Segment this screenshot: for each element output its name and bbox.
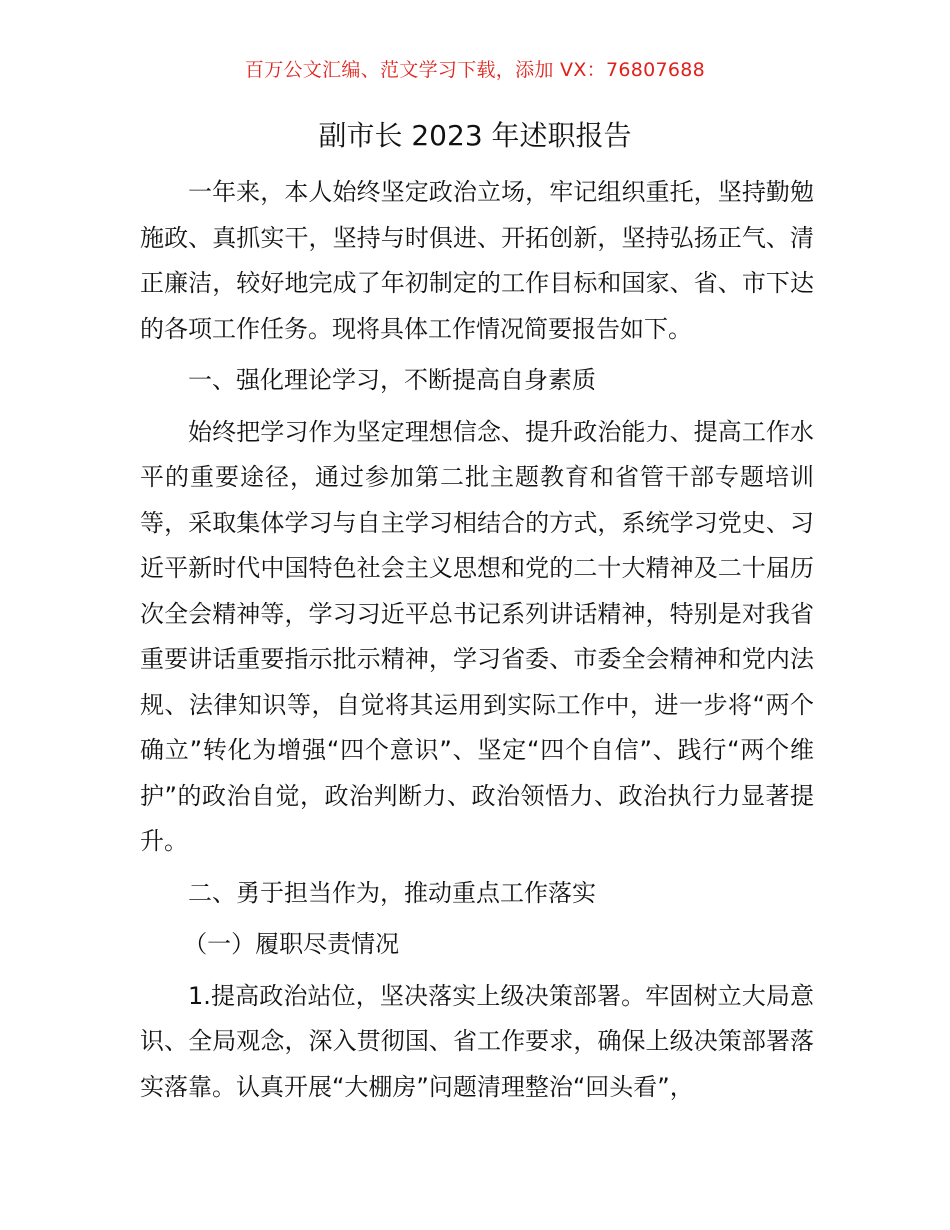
document-title: 副市长 2023 年述职报告 <box>318 119 632 152</box>
paragraph-study: 始终把学习作为坚定理想信念、提升政治能力、提高工作水平的重要途径，通过参加第二批主题教育和省管干部专题培训等，采取集体学习与自主学习相结合的方式，系统学习党史、习近平新时代中国特色社会主义思想和党的二十大精神及二十届历次全会精神等，学习习近平总书记系列讲话精神，特别是对我省重要讲话重要指示批示精神，学习省委、市委全会精神和党内法规、法律知识等，自觉将其运用到实际工作中，进一步将“两个确立”转化为增强“四个意识”、坚定“四个自信”、践行“两个维护”的政治自觉，政治判断力、政治领悟力、政治执行力显著提升。 <box>140 417 814 855</box>
paragraph-item-1: 1.提高政治站位，坚决落实上级决策部署。牢固树立大局意识、全局观念，深入贯彻国、省工作要求，确保上级决策部署落实落靠。认真开展“大棚房”问题清理整治“回头看”， <box>140 981 814 1101</box>
document-body <box>140 170 814 1110</box>
section-heading-1: 一、强化理论学习，不断提高自身素质 <box>188 366 596 394</box>
subsection-heading-1: （一）履职尽责情况 <box>183 930 400 958</box>
section-heading-2: 二、勇于担当作为，推动重点工作落实 <box>188 878 596 907</box>
paragraph-intro: 一年来，本人始终坚定政治立场，牢记组织重托，坚持勤勉施政、真抓实干，坚持与时俱进、开拓创新，坚持弘扬正气、清正廉洁，较好地完成了年初制定的工作目标和国家、省、市下达的各项工作任务。现将具体工作情况简要报告如下。 <box>140 178 814 343</box>
header-note: 百万公文汇编、范文学习下载，添加 VX：76807688 <box>244 59 706 81</box>
